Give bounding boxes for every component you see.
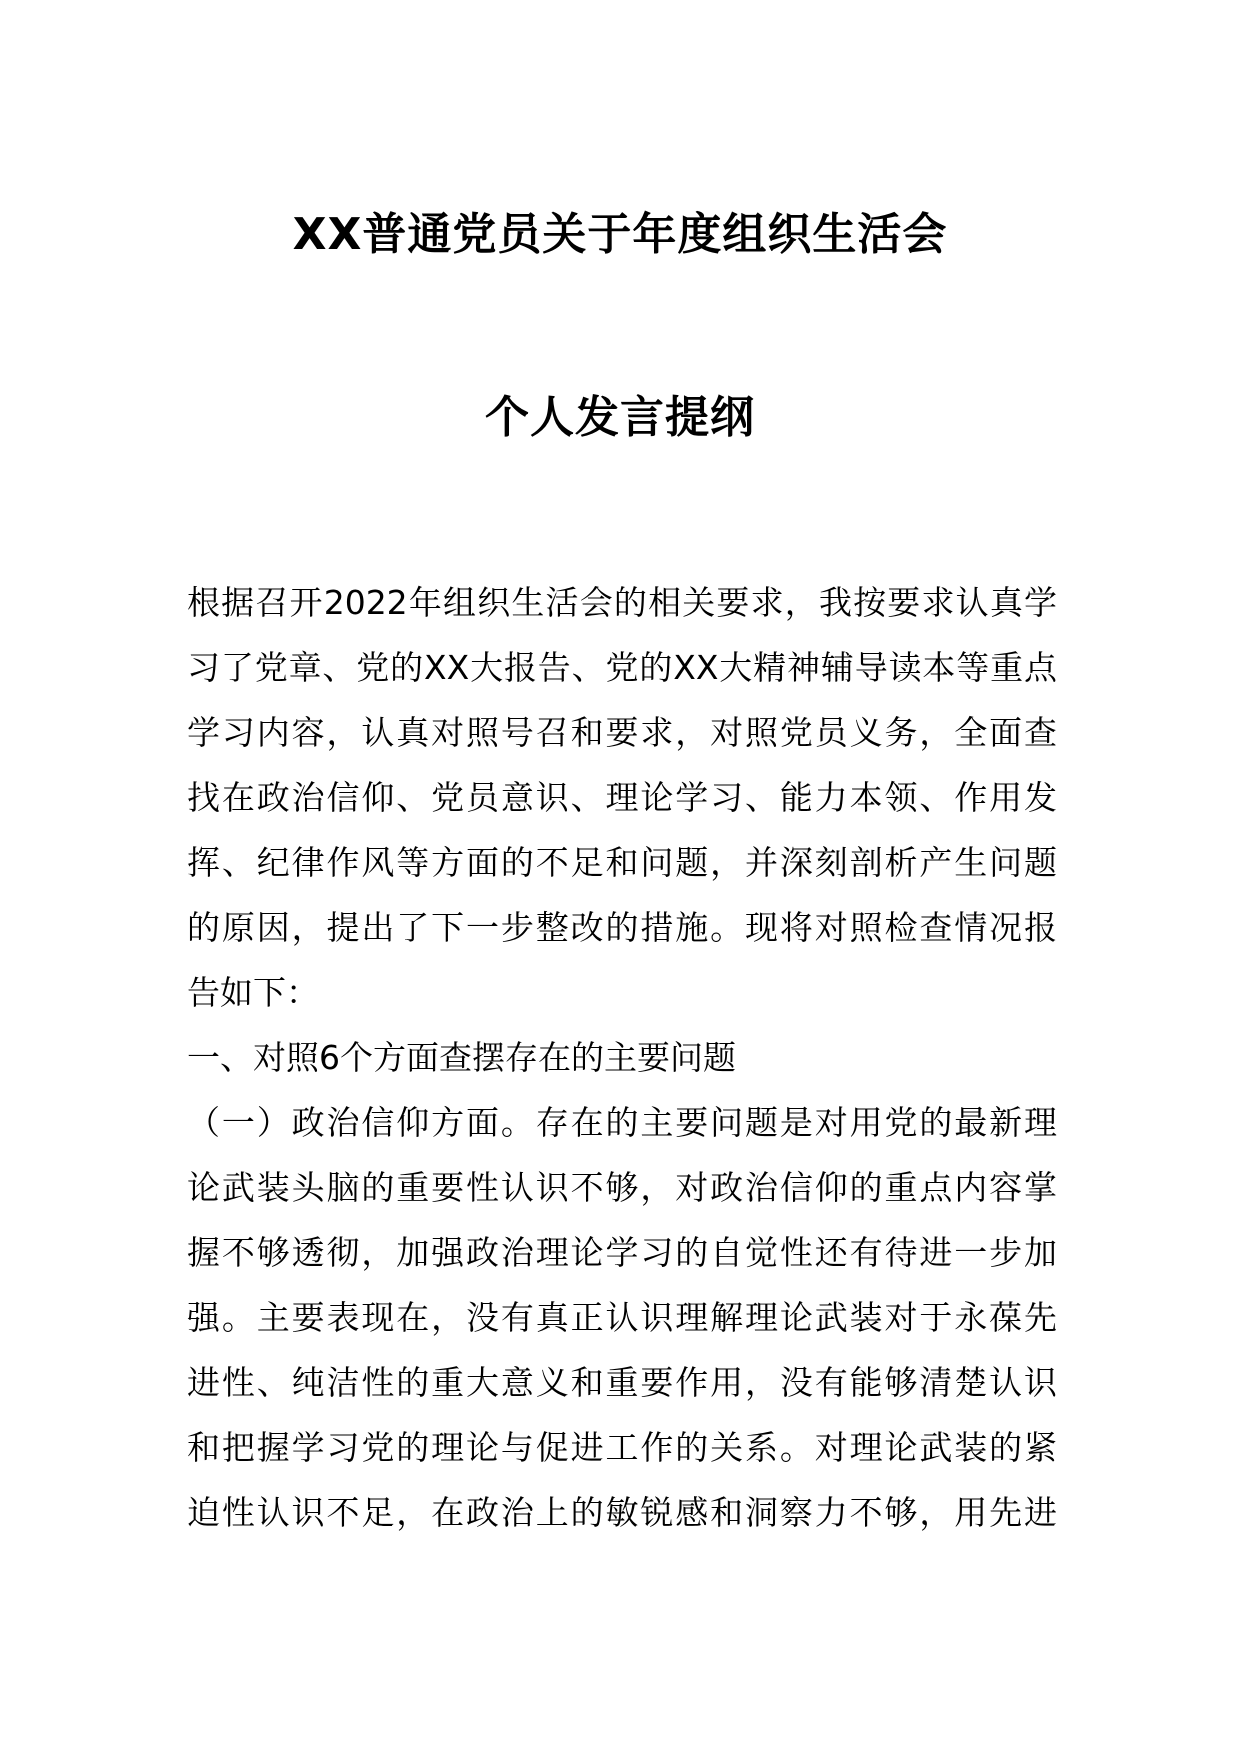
body-line: 习了党章、党的XX大报告、党的XX大精神辅导读本等重点	[187, 648, 1057, 687]
document-title-line-1: XX普通党员关于年度组织生活会	[292, 209, 948, 260]
body-line: 告如下：	[187, 973, 319, 1012]
body-line: （一）政治信仰方面。存在的主要问题是对用党的最新理	[187, 1103, 1057, 1142]
body-line: 和把握学习党的理论与促进工作的关系。对理论武装的紧	[187, 1428, 1057, 1467]
section-heading: 一、对照6个方面查摆存在的主要问题	[187, 1038, 736, 1077]
body-line: 的原因，提出了下一步整改的措施。现将对照检查情况报	[187, 908, 1057, 947]
body-line: 根据召开2022年组织生活会的相关要求，我按要求认真学	[187, 583, 1057, 622]
body-line: 挥、纪律作风等方面的不足和问题，并深刻剖析产生问题	[187, 843, 1057, 882]
body-line: 找在政治信仰、党员意识、理论学习、能力本领、作用发	[187, 778, 1057, 817]
body-line: 迫性认识不足，在政治上的敏锐感和洞察力不够，用先进	[187, 1493, 1057, 1532]
document-title-line-2: 个人发言提纲	[485, 392, 755, 443]
body-line: 握不够透彻，加强政治理论学习的自觉性还有待进一步加	[187, 1233, 1057, 1272]
document-body	[187, 570, 1057, 1545]
body-line: 学习内容，认真对照号召和要求，对照党员义务，全面查	[187, 713, 1057, 752]
body-line: 论武装头脑的重要性认识不够，对政治信仰的重点内容掌	[187, 1168, 1057, 1207]
body-line: 进性、纯洁性的重大意义和重要作用，没有能够清楚认识	[187, 1363, 1057, 1402]
body-line: 强。主要表现在，没有真正认识理解理论武装对于永葆先	[187, 1298, 1057, 1337]
